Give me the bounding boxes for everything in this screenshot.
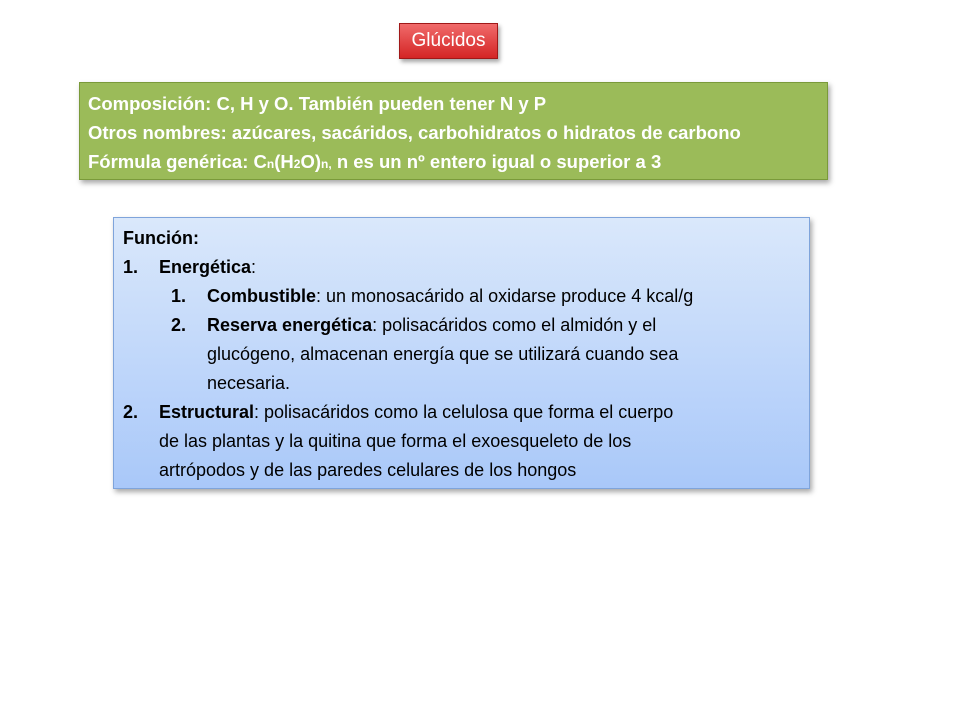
item-term: Energética <box>159 257 252 277</box>
list-number: 2. <box>123 402 139 422</box>
formula-open-h: (H <box>274 151 294 172</box>
title-box <box>399 23 498 59</box>
formula-subscript-2: 2 <box>293 157 301 171</box>
function-box <box>113 217 810 489</box>
list-number: 1. <box>171 286 187 306</box>
function-item-energetica <box>123 253 800 282</box>
item-text: : polisacáridos como la celulosa que forma el cuerpo <box>254 402 674 422</box>
formula-prefix: Fórmula genérica: C <box>88 151 267 172</box>
subitem-reserva-continuation: necesaria. <box>207 373 291 393</box>
estructural-continuation: artrópodos y de las paredes celulares de los hongos <box>159 460 577 480</box>
function-heading: Función: <box>123 228 199 248</box>
composition-box <box>79 82 828 180</box>
item-text: : <box>251 257 257 277</box>
formula-suffix: n es un nº entero igual o superior a 3 <box>331 151 662 172</box>
formula-subscript-n: n <box>266 157 275 171</box>
subitem-reserva-energetica <box>123 311 800 340</box>
subitem-combustible <box>123 282 800 311</box>
other-names-line: Otros nombres: azúcares, sacáridos, carbohidratos o hidratos de carbono <box>88 122 741 143</box>
estructural-continuation: de las plantas y la quitina que forma el exoesqueleto de los <box>159 431 632 451</box>
composition-line: Composición: C, H y O. También pueden tener N y P <box>88 93 547 114</box>
item-term: Estructural <box>159 402 255 422</box>
formula-subscript-n-outer: n, <box>321 157 332 171</box>
list-number: 2. <box>171 315 187 335</box>
list-number: 1. <box>123 257 139 277</box>
item-term: Reserva energética <box>207 315 373 335</box>
item-term: Combustible <box>207 286 317 306</box>
subitem-reserva-continuation: glucógeno, almacenan energía que se utilizará cuando sea <box>207 344 679 364</box>
formula-line <box>88 147 819 179</box>
item-text: : polisacáridos como el almidón y el <box>372 315 657 335</box>
function-item-estructural <box>123 398 800 427</box>
item-text: : un monosacárido al oxidarse produce 4 kcal/g <box>316 286 694 306</box>
page-title: Glúcidos <box>411 30 486 51</box>
formula-close-o: O) <box>300 151 322 172</box>
